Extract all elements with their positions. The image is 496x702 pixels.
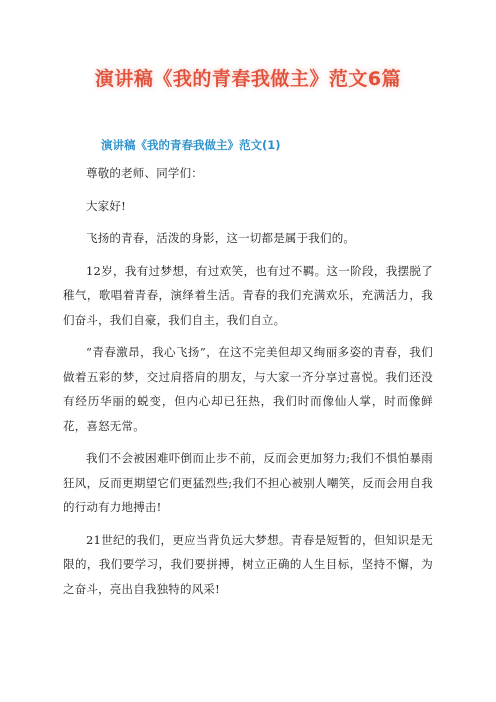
- document-title: 演讲稿《我的青春我做主》范文6篇: [94, 68, 402, 90]
- paragraph-1: 飞扬的青春，活泼的身影，这一切都是属于我们的。: [86, 231, 356, 245]
- paragraph-4: 我们不会被困难吓倒而止步不前，反而会更加努力;我们不惧怕暴雨狂风，反而更期望它们更猛烈些;我们不担心被别人嘲笑，反而会用自我的行动有力地搏击!: [63, 451, 433, 514]
- paragraph-hello: 大家好!: [86, 198, 126, 213]
- paragraph-greeting: 尊敬的老师、同学们：: [86, 166, 203, 180]
- paragraph-3: “青春激昂，我心飞扬”，在这不完美但却又绚丽多姿的青春，我们做着五彩的梦，交过肩搭肩的朋友，与大家一齐分享过喜悦。我们还没有经历华丽的蜕变，但内心却已狂热，我们时而像仙人掌，时而像鲜花，喜怒无常。: [63, 345, 433, 433]
- document-body: [63, 131, 433, 601]
- section-title: 演讲稿《我的青春我做主》范文(1): [101, 138, 281, 152]
- paragraph-5: 21世纪的我们，更应当背负远大梦想。青春是短暂的，但知识是无限的，我们要学习，我们要拼搏，树立正确的人生目标，坚持不懈，为之奋斗，亮出自我独特的风采!: [63, 532, 433, 596]
- paragraph-2: 12岁，我有过梦想，有过欢笑，也有过不羁。这一阶段，我摆脱了稚气，歌唱着青春，演绎着生活。青春的我们充满欢乐，充满活力，我们奋斗，我们自豪，我们自主，我们自立。: [63, 263, 433, 327]
